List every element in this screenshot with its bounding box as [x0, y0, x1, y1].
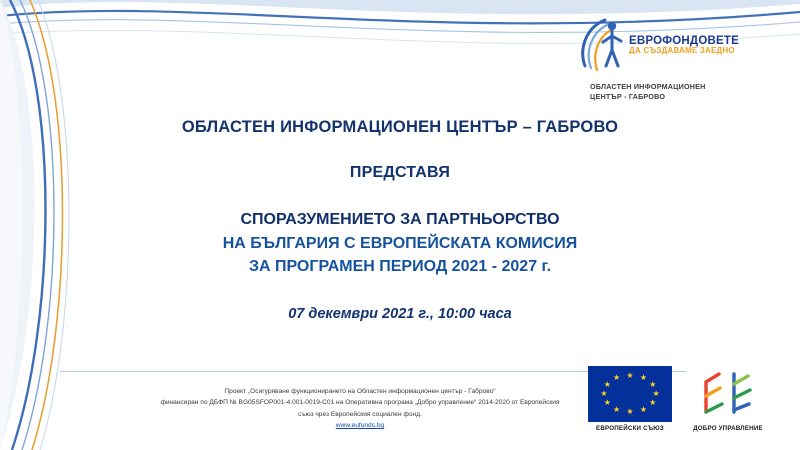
logo-wordmark — [629, 35, 739, 55]
logo-title-line2: ДА СЪЗДАВАМЕ ЗАЕДНО — [629, 45, 735, 55]
eu-logo — [588, 366, 672, 432]
eurofunds-figure-icon — [579, 16, 625, 74]
left-ribbon-decoration — [0, 0, 90, 450]
headline-block — [90, 118, 710, 322]
title-organisation: ОБЛАСТЕН ИНФОРМАЦИОНЕН ЦЕНТЪР – ГАБРОВО — [181, 118, 619, 136]
title-subject — [90, 208, 710, 279]
logo-caption — [564, 82, 754, 101]
footer-line-2: финансиран по ДБФП № BG05SFOP001-4.001-0019-C01 на Оперативна програма „Добро управление“ 2014-2020 от Европейския — [160, 399, 560, 407]
subject-line-2: НА БЪЛГАРИЯ С ЕВРОПЕЙСКАТА КОМИСИЯ — [222, 234, 578, 252]
logo-mark — [564, 14, 754, 76]
footer-funding-note — [120, 386, 600, 432]
footer-logos — [588, 366, 770, 432]
organisation-logo — [564, 14, 754, 101]
subject-line-3: ЗА ПРОГРАМЕН ПЕРИОД 2021 - 2027 г. — [248, 258, 552, 276]
logo-title-line1: ЕВРОФОНДОВЕТЕ — [629, 34, 739, 47]
eu-logo-caption: ЕВРОПЕЙСКИ СЪЮЗ — [596, 425, 664, 432]
footer-line-1: Проект „Осигуряване функционирането на Областен информационен център - Габрово“ — [224, 387, 496, 395]
subject-line-1: СПОРАЗУМЕНИЕТО ЗА ПАРТНЬОРСТВО — [240, 211, 560, 228]
title-presents: ПРЕДСТАВЯ — [349, 164, 451, 181]
eufunds-link[interactable]: www.eufunds.bg — [335, 422, 385, 430]
footer-line-3: съюз чрез Европейския социален фонд. — [298, 410, 422, 418]
event-datetime: 07 декември 2021 г., 10:00 часа — [288, 306, 512, 323]
good-governance-logo — [686, 366, 770, 432]
eu-flag-icon: ★ ★ ★ ★ ★ ★ ★ ★ ★ ★ ★ ★ — [588, 366, 672, 422]
good-governance-caption: ДОБРО УПРАВЛЕНИЕ — [693, 425, 763, 432]
logo-caption-line2: ЦЕНТЪР - ГАБРОВО — [590, 91, 666, 101]
good-governance-icon — [686, 366, 770, 422]
logo-caption-line1: ОБЛАСТЕН ИНФОРМАЦИОНЕН — [590, 82, 706, 91]
